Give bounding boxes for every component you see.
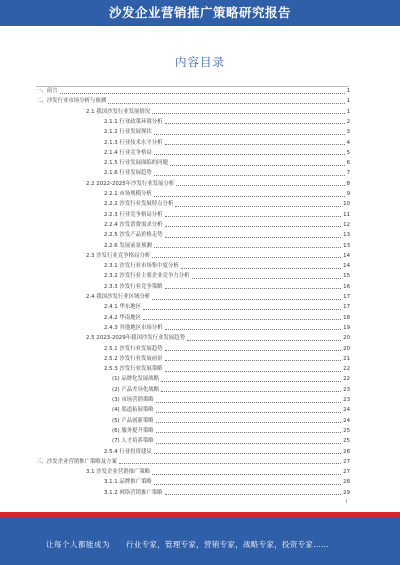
toc-leader-dots (156, 422, 341, 423)
toc-leader-dots (175, 206, 341, 207)
toc-leader-dots (143, 309, 341, 310)
toc-entry-text: 3.1 沙发企业营销推广策略 (86, 469, 151, 476)
toc-entry-text: 2.2.4 沙发消费需求分析 (104, 221, 163, 228)
table-of-contents (0, 80, 400, 510)
toc-entry-page: 4 (346, 139, 350, 146)
toc-entry-text: 2.1.2 行业发展现状 (104, 129, 152, 136)
toc-entry-text: 2.4.2 华南地区 (104, 314, 141, 321)
toc-leader-dots (181, 268, 341, 269)
toc-entry[interactable] (112, 428, 350, 435)
toc-leader-dots (165, 216, 342, 217)
toc-entry-text: (2) 产品差异化战略 (112, 386, 160, 393)
toc-entry[interactable] (112, 438, 350, 445)
toc-leader-dots (165, 288, 342, 289)
toc-leader-dots (152, 113, 344, 114)
toc-entry[interactable] (112, 418, 350, 425)
toc-entry-page: 2 (346, 118, 350, 125)
toc-entry-page: 19 (343, 324, 350, 331)
toc-entry[interactable] (104, 479, 350, 486)
toc-leader-dots (152, 299, 341, 300)
toc-entry-page: 9 (346, 191, 350, 197)
toc-entry[interactable] (86, 253, 350, 260)
toc-entry-text: (1) 品牌化发展战略 (112, 376, 160, 383)
toc-leader-dots (165, 329, 342, 330)
toc-entry-text: 2.5.1 沙发行业发展趋势 (104, 345, 163, 352)
toc-entry[interactable] (104, 366, 350, 373)
toc-entry[interactable] (104, 356, 350, 363)
toc-entry-page: 1 (346, 98, 350, 105)
toc-leader-dots (165, 350, 342, 351)
toc-entry[interactable] (36, 88, 350, 95)
toc-entry-page: 18 (343, 314, 350, 321)
toc-entry[interactable] (86, 469, 350, 476)
toc-entry[interactable] (104, 222, 350, 229)
toc-entry-page: 28 (343, 479, 350, 486)
toc-entry[interactable] (104, 325, 350, 332)
toc-leader-dots (161, 391, 341, 392)
toc-entry-page: 3 (346, 129, 350, 136)
toc-entry-page: 6 (346, 160, 350, 167)
toc-entry-text: 2.3.1 沙发行业市场集中度分析 (104, 263, 179, 270)
toc-entry[interactable] (112, 397, 350, 404)
toc-entry-text: 2.3.3 沙发行业竞争策略 (104, 283, 163, 290)
toc-leader-dots (165, 144, 345, 145)
toc-leader-dots (154, 484, 341, 485)
toc-entry[interactable] (104, 119, 350, 126)
toc-entry-page: 25 (343, 438, 350, 445)
toc-entry-text: 2.2.3 行业竞争格局分析 (104, 211, 163, 218)
toc-heading: 内容目录 (175, 55, 225, 69)
toc-entry-text: 2.2.1 市场规模分析 (104, 191, 152, 197)
toc-leader-dots (152, 257, 341, 258)
toc-entry-text: 2.5.3 沙发行业发展策略 (104, 366, 163, 373)
toc-entry-page: 15 (343, 273, 350, 280)
toc-entry[interactable] (104, 160, 350, 167)
toc-entry-text: (6) 服务提升策略 (112, 427, 154, 434)
toc-entry[interactable] (104, 212, 350, 219)
toc-leader-dots (60, 93, 345, 94)
toc-entry-page: 11 (343, 211, 350, 218)
page-number: I (346, 499, 348, 505)
toc-entry-page: 1 (346, 108, 350, 115)
toc-entry-text: 2.1.6 行业发展趋势 (104, 170, 152, 177)
toc-entry-page: 10 (343, 201, 350, 208)
toc-entry-page: 23 (343, 397, 350, 403)
toc-leader-dots (187, 340, 341, 341)
toc-entry[interactable] (86, 181, 350, 188)
toc-entry-page: 27 (343, 458, 350, 465)
toc-leader-dots (165, 360, 342, 361)
toc-entry-page: 26 (343, 448, 350, 455)
toc-leader-dots (152, 474, 341, 475)
toc-entry-text: (4) 渠道拓展策略 (112, 407, 154, 414)
footer-tagline: 行业专家，管理专家，营销专家，战略专家，投资专家…… (126, 540, 329, 549)
toc-entry[interactable] (36, 459, 350, 466)
toc-leader-dots (161, 381, 341, 382)
toc-entry-text: 2.1 我国沙发行业发展情况 (86, 108, 151, 115)
toc-entry-page: 7 (346, 170, 350, 177)
toc-leader-dots (154, 134, 345, 135)
toc-entry-page: 20 (343, 335, 350, 342)
toc-entry-text: 三、沙发企业营销推广策略及方案 (36, 458, 117, 465)
toc-entry-text: 3.1.2 网络营销推广策略 (104, 489, 163, 496)
toc-entry-text: 2.3 沙发行业竞争格局分析 (86, 252, 151, 259)
toc-entry[interactable] (104, 170, 350, 177)
toc-entry[interactable] (104, 284, 350, 291)
toc-entry[interactable] (112, 407, 350, 414)
toc-leader-dots (165, 494, 342, 495)
toc-entry-text: 二、沙发行业市场分析与预测 (36, 98, 107, 105)
toc-entry-page: 5 (346, 149, 350, 156)
toc-entry[interactable] (36, 98, 350, 105)
toc-leader-dots (156, 443, 341, 444)
toc-entry-text: 2.2.6 发展前景预测 (104, 242, 152, 249)
toc-entry-page: 25 (343, 427, 350, 434)
toc-leader-dots (108, 103, 344, 104)
toc-entry-text: 2.1.3 行业技术水平分析 (104, 139, 163, 146)
toc-leader-dots (156, 402, 341, 403)
footer-slogan: 让每个人都能成为 (46, 540, 110, 549)
toc-leader-dots (154, 453, 341, 454)
toc-entry-text: 2.1.4 行业竞争格局 (104, 149, 152, 156)
toc-entry[interactable] (104, 315, 350, 322)
report-title: 沙发企业营销推广策略研究报告 (108, 5, 291, 20)
toc-entry-page: 21 (343, 355, 350, 362)
toc-entry-page: 24 (343, 417, 350, 424)
toc-entry[interactable] (112, 387, 350, 394)
toc-entry-page: 14 (343, 263, 350, 270)
toc-entry-text: 2.3.2 沙发行业主要企业竞争力分析 (104, 273, 190, 280)
toc-leader-dots (165, 123, 345, 124)
toc-entry-page: 14 (343, 252, 350, 259)
toc-entry-text: 2.1.5 行业发展面临的问题 (104, 160, 168, 167)
toc-entry-text: 2.2.2 沙发行业发展特点分析 (104, 201, 174, 208)
toc-entry-page: 16 (343, 283, 350, 290)
toc-leader-dots (165, 226, 342, 227)
toc-entry[interactable] (86, 294, 350, 301)
toc-entry[interactable] (104, 490, 350, 497)
toc-entry[interactable] (86, 109, 350, 116)
toc-entry-text: 2.1.1 行业政策环境分析 (104, 118, 163, 125)
toc-entry-page: 13 (343, 242, 350, 249)
toc-entry[interactable] (104, 263, 350, 270)
toc-entry[interactable] (104, 304, 350, 311)
toc-entry-page: 13 (343, 232, 350, 239)
toc-entry[interactable] (104, 449, 350, 456)
toc-leader-dots (154, 247, 341, 248)
toc-leader-dots (119, 463, 341, 464)
toc-entry-text: 2.4.1 华东地区 (104, 304, 141, 311)
toc-entry-text: 3.1.1 品牌推广策略 (104, 479, 152, 486)
toc-entry-page: 29 (343, 489, 350, 496)
toc-entry-page: 8 (346, 180, 350, 187)
toc-leader-dots (154, 154, 345, 155)
toc-leader-dots (156, 432, 341, 433)
toc-entry-text: (7) 人才培养策略 (112, 438, 154, 445)
toc-entry[interactable] (104, 346, 350, 353)
toc-leader-dots (156, 412, 341, 413)
toc-entry-text: (5) 产品创新策略 (112, 417, 154, 424)
toc-entry[interactable] (104, 243, 350, 250)
toc-leader-dots (192, 278, 342, 279)
toc-entry-text: 2.2 2022-2025年沙发行业发展分析 (86, 180, 175, 187)
toc-entry-page: 22 (343, 366, 350, 373)
toc-entry[interactable] (104, 232, 350, 239)
toc-entry-page: 24 (343, 407, 350, 414)
toc-entry-page: 23 (343, 386, 350, 393)
toc-entry[interactable] (104, 201, 350, 208)
toc-leader-dots (154, 175, 345, 176)
toc-entry-text: 2.2.5 沙发产品价格走势 (104, 232, 163, 239)
toc-entry[interactable] (86, 335, 350, 342)
toc-entry-text: 2.4.3 其他地区市场分析 (104, 324, 163, 331)
toc-leader-dots (170, 165, 345, 166)
toc-entry-text: 一、前言 (36, 88, 58, 94)
toc-entry-page: 20 (343, 345, 350, 352)
toc-leader-dots (165, 371, 342, 372)
toc-leader-dots (165, 237, 342, 238)
toc-entry-page: 27 (343, 469, 350, 476)
toc-entry[interactable] (104, 273, 350, 280)
toc-entry[interactable] (104, 129, 350, 136)
toc-entry-text: 2.5.4 行业投资建议 (104, 448, 152, 455)
toc-entry[interactable] (104, 150, 350, 157)
toc-entry-page: 1 (346, 88, 350, 94)
toc-entry-text: 2.5.2 沙发行业发展前景 (104, 355, 163, 362)
toc-entry[interactable] (104, 140, 350, 147)
toc-entry-text: 2.4 我国沙发行业区域分析 (86, 294, 151, 300)
toc-leader-dots (154, 196, 345, 197)
toc-entry-text: (3) 市场营销策略 (112, 397, 154, 403)
toc-entry-page: 17 (343, 294, 350, 300)
toc-entry-page: 12 (343, 221, 350, 228)
toc-entry-page: 22 (343, 376, 350, 383)
toc-leader-dots (176, 185, 344, 186)
toc-entry[interactable] (112, 376, 350, 383)
toc-entry-page: 17 (343, 304, 350, 311)
toc-entry-text: 2.5 2023-2029年我国沙发行业发展趋势 (86, 335, 185, 342)
toc-entry[interactable] (104, 191, 350, 198)
toc-leader-dots (143, 319, 341, 320)
